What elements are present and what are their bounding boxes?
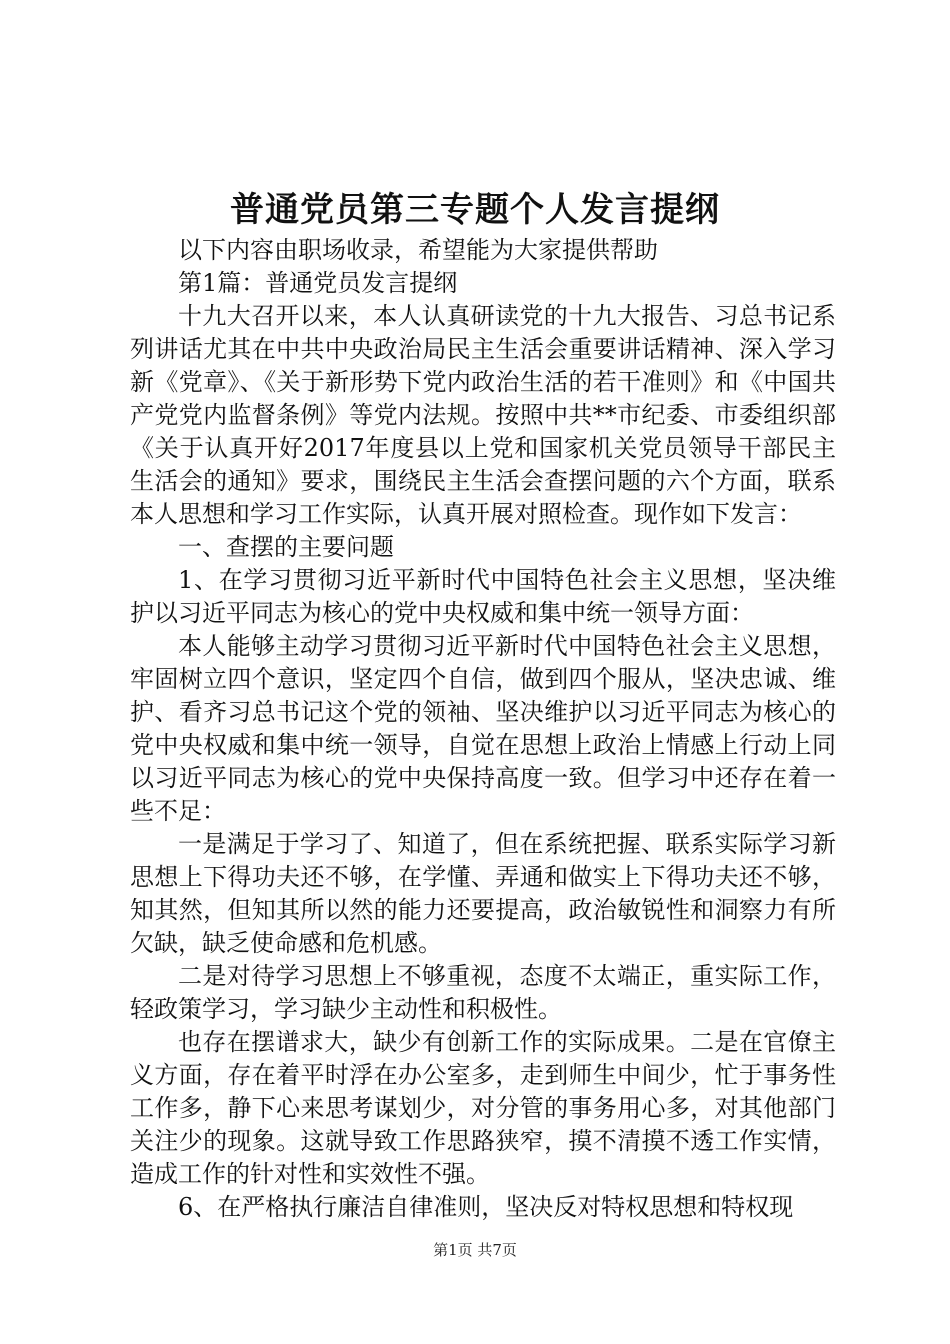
body-paragraph: 6、在严格执行廉洁自律准则，坚决反对特权思想和特权现 [178,1193,794,1221]
intro-note: 以下内容由职场收录，希望能为大家提供帮助 [178,236,658,264]
subsection-heading: 一、查摆的主要问题 [178,533,394,561]
body-paragraph: 本人能够主动学习贯彻习近平新时代中国特色社会主义思想，牢固树立四个意识，坚定四个自信，做到四个服从，坚决忠诚、维护、看齐习总书记这个党的领袖、坚决维护以习近平同志为核心的党中央权威和集中统一领导，自觉在思想上政治上情感上行动上同以习近平同志为核心的党中央保持高度一致。但学习中还存在着一些不足： [130,632,836,825]
body-paragraph: 一是满足于学习了、知道了，但在系统把握、联系实际学习新思想上下得功夫还不够，在学懂、弄通和做实上下得功夫还不够，知其然，但知其所以然的能力还要提高，政治敏锐性和洞察力有所欠缺，缺乏使命感和危机感。 [130,830,836,957]
document-title: 普通党员第三专题个人发言提纲 [230,190,720,230]
body-paragraph: 二是对待学习思想上不够重视，态度不太端正，重实际工作，轻政策学习，学习缺少主动性和积极性。 [130,962,836,1023]
body-paragraph: 十九大召开以来，本人认真研读党的十九大报告、习总书记系列讲话尤其在中共中央政治局民主生活会重要讲话精神、深入学习新《党章》、《关于新形势下党内政治生活的若干准则》和《中国共产党党内监督条例》等党内法规。按照中共**市纪委、市委组织部《关于认真开好2017年度县以上党和国家机关党员领导干部民主生活会的通知》要求，围绕民主生活会查摆问题的六个方面，联系本人思想和学习工作实际，认真开展对照检查。现作如下发言： [130,302,836,528]
section-heading: 第1篇：普通党员发言提纲 [178,269,458,297]
document-body [130,234,836,1224]
body-paragraph: 1、在学习贯彻习近平新时代中国特色社会主义思想，坚决维护以习近平同志为核心的党中央权威和集中统一领导方面： [130,566,836,627]
body-paragraph: 也存在摆谱求大，缺少有创新工作的实际成果。二是在官僚主义方面，存在着平时浮在办公室多，走到师生中间少，忙于事务性工作多，静下心来思考谋划少，对分管的事务用心多，对其他部门关注少的现象。这就导致工作思路狭窄，摸不清摸不透工作实情，造成工作的针对性和实效性不强。 [130,1028,836,1188]
page-footer: 第1页 共7页 [433,1241,517,1259]
